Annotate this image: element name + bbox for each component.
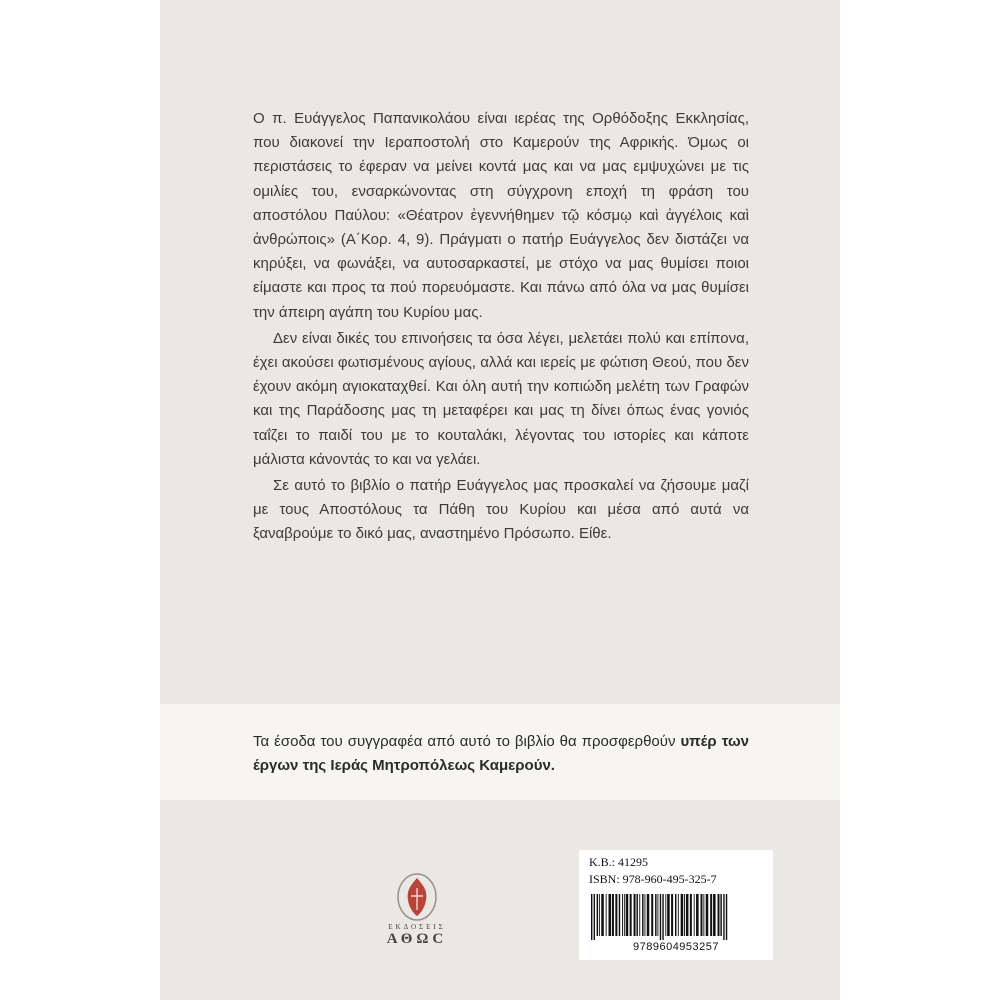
barcode-bar	[667, 894, 670, 936]
barcode-bar	[671, 894, 673, 936]
barcode-bar	[662, 894, 663, 940]
proceeds-note	[253, 730, 749, 778]
barcode-bar	[624, 894, 625, 936]
barcode-bar	[644, 894, 645, 936]
barcode-bar	[684, 894, 685, 936]
barcode-bar	[657, 894, 658, 936]
kb-code: Κ.Β.: 41295	[589, 855, 649, 869]
proceeds-note-intro: Τα έσοδα του συγγραφέα από αυτό το βιβλίο θα προσφερθούν	[253, 733, 681, 750]
barcode-bar	[639, 894, 640, 936]
barcode-bar	[686, 894, 689, 936]
barcode-panel	[579, 850, 773, 960]
barcode-bars	[591, 894, 761, 940]
publisher-name: ΑΘΩC	[386, 931, 448, 947]
barcode-bar	[675, 894, 676, 936]
barcode-bar	[660, 894, 661, 940]
publisher-emblem-icon	[396, 872, 438, 922]
barcode-bar	[634, 894, 636, 936]
barcode-number: 9789604953257	[632, 941, 720, 953]
barcode-bar	[594, 894, 595, 940]
barcode-bar	[647, 894, 650, 936]
blurb-paragraph-2: Δεν είναι δικές του επινοήσεις τα όσα λέγει, μελετάει πολύ και επίπονα, έχει ακούσει φωτισμένους αγίους, αλλά και ιερείς με φώτιση Θεού, που δεν έχουν ακόμη αγιοκαταχθεί. Και όλη αυτή την κοπιώδη μελέτη των Γραφών και της Παράδοσης μας τη μεταφέρει και μας τη δίνει όπως ένας γονιός ταΐζει το παιδί του με το κουταλάκι, λέγοντας του ιστορίες και κάποτε μάλιστα κάνοντάς το και να γελάει.	[253, 329, 749, 468]
barcode-bar	[642, 894, 643, 936]
barcode-bar	[622, 894, 623, 936]
barcode-bar	[720, 894, 721, 936]
barcode-bar	[701, 894, 703, 936]
barcode-bar	[718, 894, 720, 936]
barcode-bar	[713, 894, 716, 936]
barcode-bar	[651, 894, 653, 936]
barcode-bar	[681, 894, 684, 936]
barcode-bar	[723, 894, 724, 940]
barcode-bar	[591, 894, 592, 940]
proceeds-note-emphasis: υπέρ των έργων της Ιεράς Μητροπόλεως Καμερούν.	[253, 733, 749, 775]
barcode-bar	[696, 894, 699, 936]
barcode-bar	[694, 894, 695, 936]
barcode-bar	[655, 894, 656, 936]
barcode-bar	[706, 894, 709, 936]
barcode-bar	[636, 894, 637, 936]
blurb-paragraph-3: Σε αυτό το βιβλίο ο πατήρ Ευάγγελος μας προσκαλεί να ζήσουμε μαζί με τους Αποστόλους τα Πάθη του Κυρίου και μέσα από αυτά να ξαναβρούμε το δικό μας, αναστημένο Πρόσωπο. Είθε.	[253, 477, 749, 543]
publisher-logo	[372, 872, 462, 972]
barcode-bar	[599, 894, 600, 936]
barcode-bar	[690, 894, 692, 936]
barcode-bar	[703, 894, 704, 936]
barcode-bar	[726, 894, 727, 940]
barcode-bar	[665, 894, 666, 936]
barcode-bar	[615, 894, 617, 936]
isbn-code: ISBN: 978-960-495-325-7	[589, 872, 717, 886]
blurb-paragraph-1: Ο π. Ευάγγελος Παπανικολάου είναι ιερέας της Ορθόδοξης Εκκλησίας, που διακονεί την Ιεραποστολή στο Καμερούν της Αφρικής. Όμως οι περιστάσεις το έφεραν να μείνει κοντά μας και να μας εμψυχώνει με τις ομιλίες του, ενσαρκώνοντας στη σύγχρονη εποχή τη φράση του αποστόλου Παύλου: «Θέατρον ἐγεννήθημεν τῷ κόσμῳ καὶ ἀγγέλοις καὶ ἀνθρώποις» (Α΄Κορ. 4, 9). Πράγματι ο πατήρ Ευάγγελος δεν διστάζει να κηρύξει, να φωνάξει, να αυτοσαρκαστεί, με στόχο να μας θυμίσει ποιοι είμαστε και προς τα πού πορευόμαστε. Και πάνω από όλα να μας θυμίσει την άπειρη αγάπη του Κυρίου μας.	[253, 110, 749, 321]
barcode-bar	[626, 894, 629, 936]
publisher-imprint: ΕΚΔΟΣΕΙΣ	[388, 923, 446, 931]
blurb-text	[253, 107, 749, 549]
barcode-bar	[710, 894, 712, 936]
barcode-bar	[619, 894, 620, 936]
barcode-bar	[678, 894, 679, 936]
barcode-bar	[609, 894, 612, 936]
barcode-bar	[601, 894, 604, 936]
barcode-bar	[606, 894, 607, 936]
barcode-bar	[630, 894, 632, 936]
barcode-bar	[612, 894, 614, 936]
barcode-bar	[597, 894, 598, 936]
